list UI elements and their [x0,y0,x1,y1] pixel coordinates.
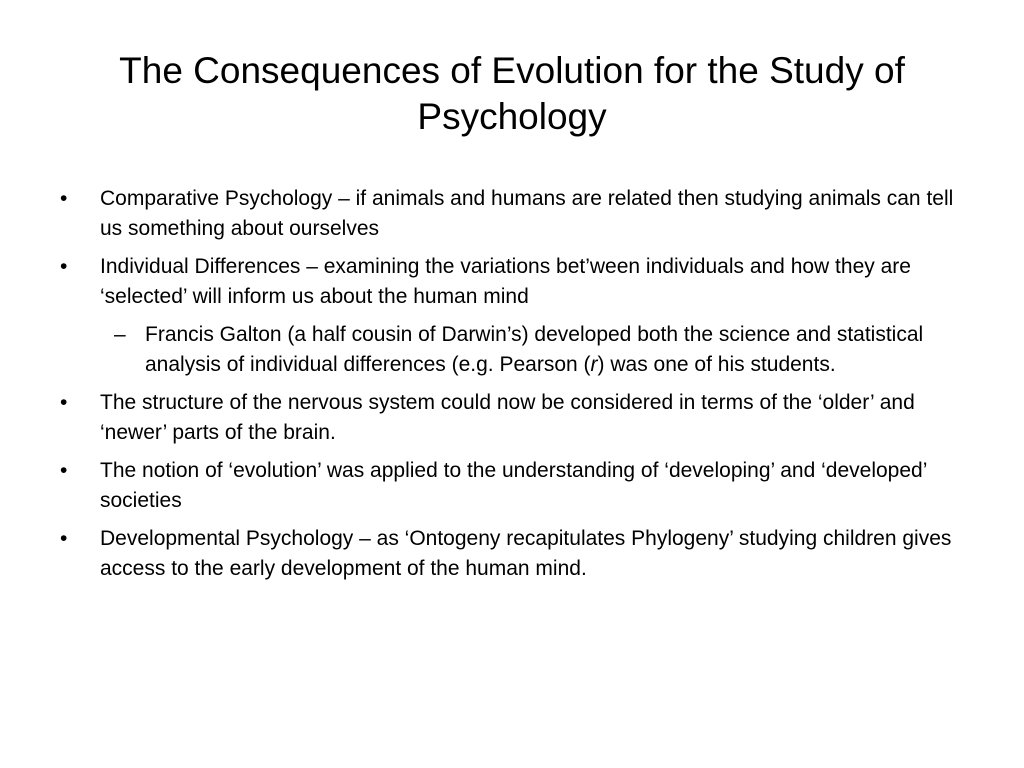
bullet-marker: • [60,255,68,278]
bullet-marker: • [60,459,68,482]
bullet-text: Comparative Psychology – if animals and humans are related then studying animals can tell us something about ourselves [100,187,954,240]
bullet-text: Individual Differences – examining the variations bet’ween individuals and how they are ‘selected’ will inform us about the human mind [100,255,911,308]
bullet-text: The notion of ‘evolution’ was applied to the understanding of ‘developing’ and ‘developed’ societies [100,459,927,512]
sub-bullet-text-start: Francis Galton (a half cousin of Darwin’s) developed both the science and statistical analysis of individual differences (e.g. Pearson ( [145,323,924,376]
pearson-r-symbol: r [590,353,598,376]
bullet-text: The structure of the nervous system could now be considered in terms of the ‘older’ and ‘newer’ parts of the brain. [100,391,915,444]
dash-marker: – [114,323,126,346]
bullet-marker: • [60,527,68,550]
bullet-text: Developmental Psychology – as ‘Ontogeny recapitulates Phylogeny’ studying children gives access to the early development of the human mind. [100,527,952,580]
sub-bullet-item [56,320,976,380]
bullet-item [56,388,976,448]
bullet-item [56,184,976,244]
sub-bullet-text-end: ) was one of his students. [597,353,836,376]
bullet-marker: • [60,187,68,210]
bullet-marker: • [60,391,68,414]
bullet-item [56,524,976,584]
slide-title: The Consequences of Evolution for the Study of Psychology [119,50,905,137]
sub-bullet-text [145,320,976,380]
bullet-item [56,456,976,516]
bullet-list [56,184,976,592]
bullet-item [56,252,976,312]
